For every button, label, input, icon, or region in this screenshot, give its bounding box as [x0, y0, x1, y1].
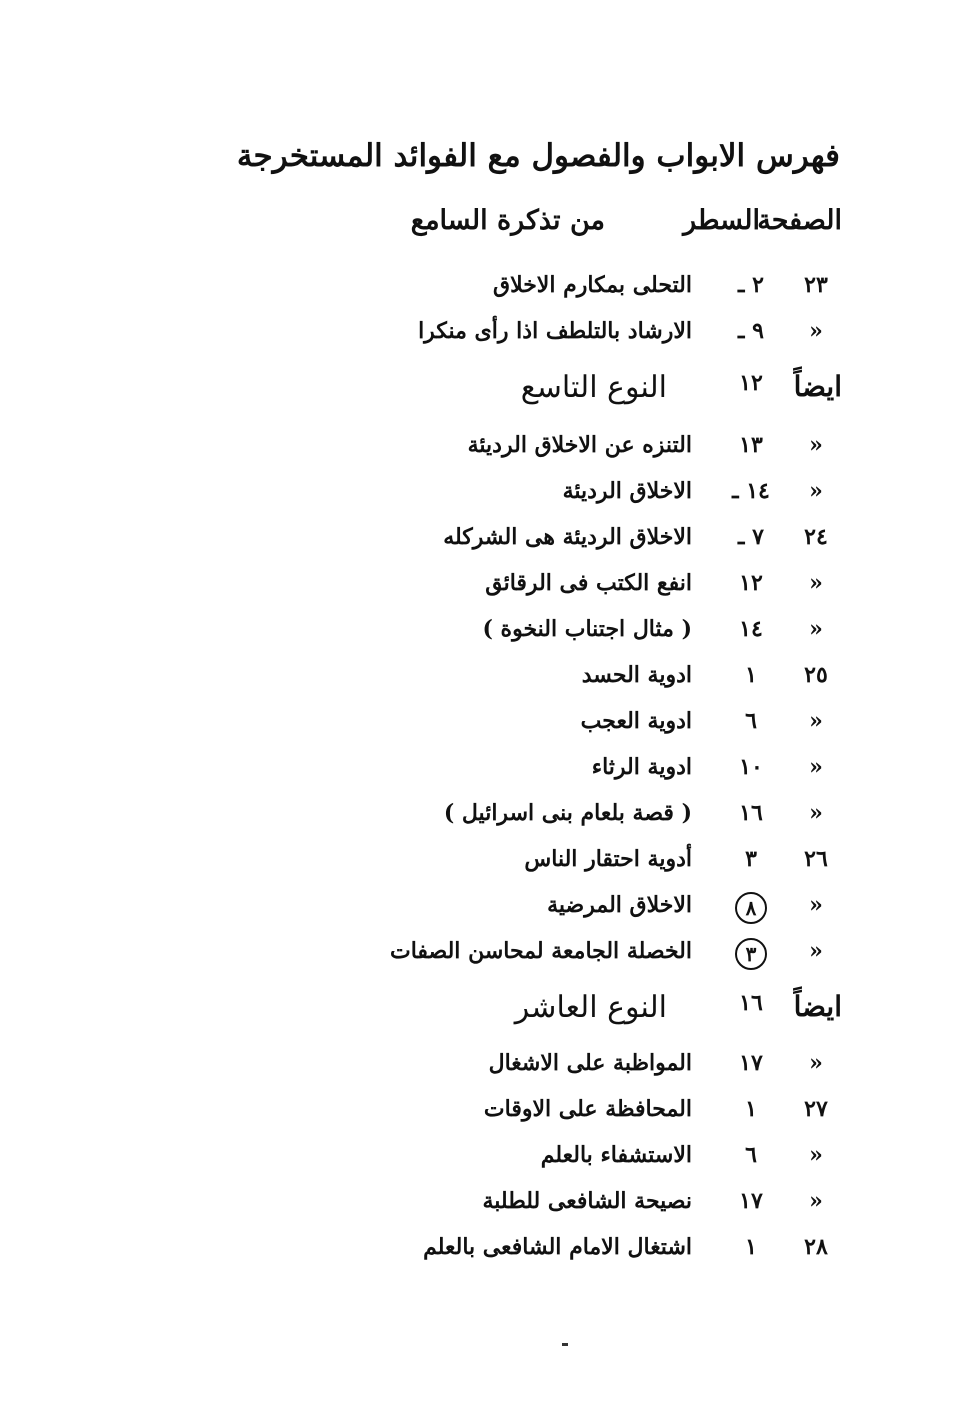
- page-subtitle: من تذكرة السامع: [410, 205, 605, 236]
- entry-title: ( قصة بلعام بنى اسرائيل ): [443, 800, 692, 826]
- entry-title: أدوية احتقار الناس: [524, 846, 692, 872]
- entry-title: الاخلاق المرضية: [547, 892, 692, 918]
- line-number: ١٦: [739, 990, 763, 1016]
- page-mark: [562, 1343, 568, 1346]
- page-title: فهرس الابواب والفصول مع الفوائد المستخرجة: [236, 138, 840, 174]
- section-heading-row: [380, 370, 842, 410]
- index-row: [380, 800, 842, 840]
- entry-title: المحافظة على الاوقات: [483, 1096, 692, 1122]
- section-title: النوع العاشر: [514, 990, 667, 1025]
- page-number: ٢٥: [804, 662, 828, 688]
- page-number: «: [809, 570, 823, 596]
- section-title: النوع التاسع: [520, 370, 667, 405]
- entry-title: نصيحة الشافعى للطلبة: [482, 1188, 692, 1214]
- page-number: «: [809, 1188, 823, 1214]
- circled-line-number: ٨: [735, 892, 767, 924]
- page-number: «: [809, 616, 823, 642]
- line-number: ١: [745, 662, 757, 688]
- entry-title: الاستشفاء بالعلم: [540, 1142, 692, 1168]
- index-row: [380, 1142, 842, 1182]
- entry-title: التنزه عن الاخلاق الرديئة: [467, 432, 692, 458]
- page-number: «: [809, 478, 823, 504]
- line-number: ٩ ـ: [738, 318, 764, 344]
- line-number: ٦: [745, 1142, 757, 1168]
- line-number-cell: [720, 938, 782, 970]
- page-number: ٢٤: [804, 524, 828, 550]
- page-number: «: [809, 892, 823, 918]
- index-row: [380, 272, 842, 312]
- index-row: [380, 570, 842, 610]
- table-header: [380, 205, 842, 255]
- index-row: [380, 662, 842, 702]
- section-heading-row: [380, 990, 842, 1030]
- page-number: «: [809, 318, 823, 344]
- line-number-cell: [720, 892, 782, 924]
- line-number: ١٤ ـ: [732, 478, 770, 504]
- index-row: [380, 754, 842, 794]
- line-number: ١٧: [739, 1050, 763, 1076]
- entry-title: الارشاد بالتلطف اذا رأى منكرا: [418, 318, 692, 344]
- page-number: «: [809, 1142, 823, 1168]
- page-number: «: [809, 938, 823, 964]
- index-row: [380, 1188, 842, 1228]
- index-row: [380, 708, 842, 748]
- line-number: ٧ ـ: [738, 524, 764, 550]
- line-number: ١٧: [739, 1188, 763, 1214]
- circled-line-number: ٣: [735, 938, 767, 970]
- line-column-header: السطر: [683, 205, 760, 236]
- line-number: ٦: [745, 708, 757, 734]
- line-number: ١٣: [739, 432, 763, 458]
- page-number: ايضاً: [793, 990, 842, 1023]
- line-number: ١: [745, 1096, 757, 1122]
- page-number: ايضاً: [793, 370, 842, 403]
- page-number: «: [809, 708, 823, 734]
- line-number: ٢ ـ: [738, 272, 764, 298]
- line-number: ١: [745, 1234, 757, 1260]
- page-number: ٢٣: [804, 272, 828, 298]
- index-row: [380, 892, 842, 932]
- line-number: ١٢: [739, 370, 763, 396]
- line-number: ١٤: [739, 616, 763, 642]
- index-row: [380, 318, 842, 358]
- entry-title: ( مثال اجتناب النخوة ): [482, 616, 692, 642]
- page-number: ٢٦: [804, 846, 828, 872]
- entry-title: المواظبة على الاشغال: [488, 1050, 692, 1076]
- index-row: [380, 478, 842, 518]
- entry-title: ادوية الحسد: [581, 662, 692, 688]
- entry-title: التحلى بمكارم الاخلاق: [493, 272, 692, 298]
- entry-title: اشتغال الامام الشافعى بالعلم: [423, 1234, 692, 1260]
- line-number: ١٢: [739, 570, 763, 596]
- line-number: ١٦: [739, 800, 763, 826]
- line-number: ١٠: [739, 754, 763, 780]
- page-number: ٢٨: [804, 1234, 828, 1260]
- index-row: [380, 524, 842, 564]
- line-number: ٣: [745, 846, 757, 872]
- index-row: [380, 938, 842, 978]
- page-number: «: [809, 1050, 823, 1076]
- entry-title: الاخلاق الرديئة هى الشركله: [443, 524, 692, 550]
- page-column-header: الصفحة: [757, 205, 842, 236]
- page-number: «: [809, 432, 823, 458]
- entry-title: ادوية الرثاء: [591, 754, 692, 780]
- index-row: [380, 846, 842, 886]
- index-row: [380, 1050, 842, 1090]
- index-row: [380, 1096, 842, 1136]
- entry-title: الاخلاق الرديئة: [562, 478, 692, 504]
- page-number: «: [809, 800, 823, 826]
- entry-title: الخصلة الجامعة لمحاسن الصفات: [389, 938, 692, 964]
- index-row: [380, 432, 842, 472]
- page-number: ٢٧: [804, 1096, 828, 1122]
- page-number: «: [809, 754, 823, 780]
- entry-title: انفع الكتب فى الرقائق: [485, 570, 692, 596]
- entry-title: ادوية العجب: [580, 708, 692, 734]
- index-row: [380, 1234, 842, 1274]
- index-row: [380, 616, 842, 656]
